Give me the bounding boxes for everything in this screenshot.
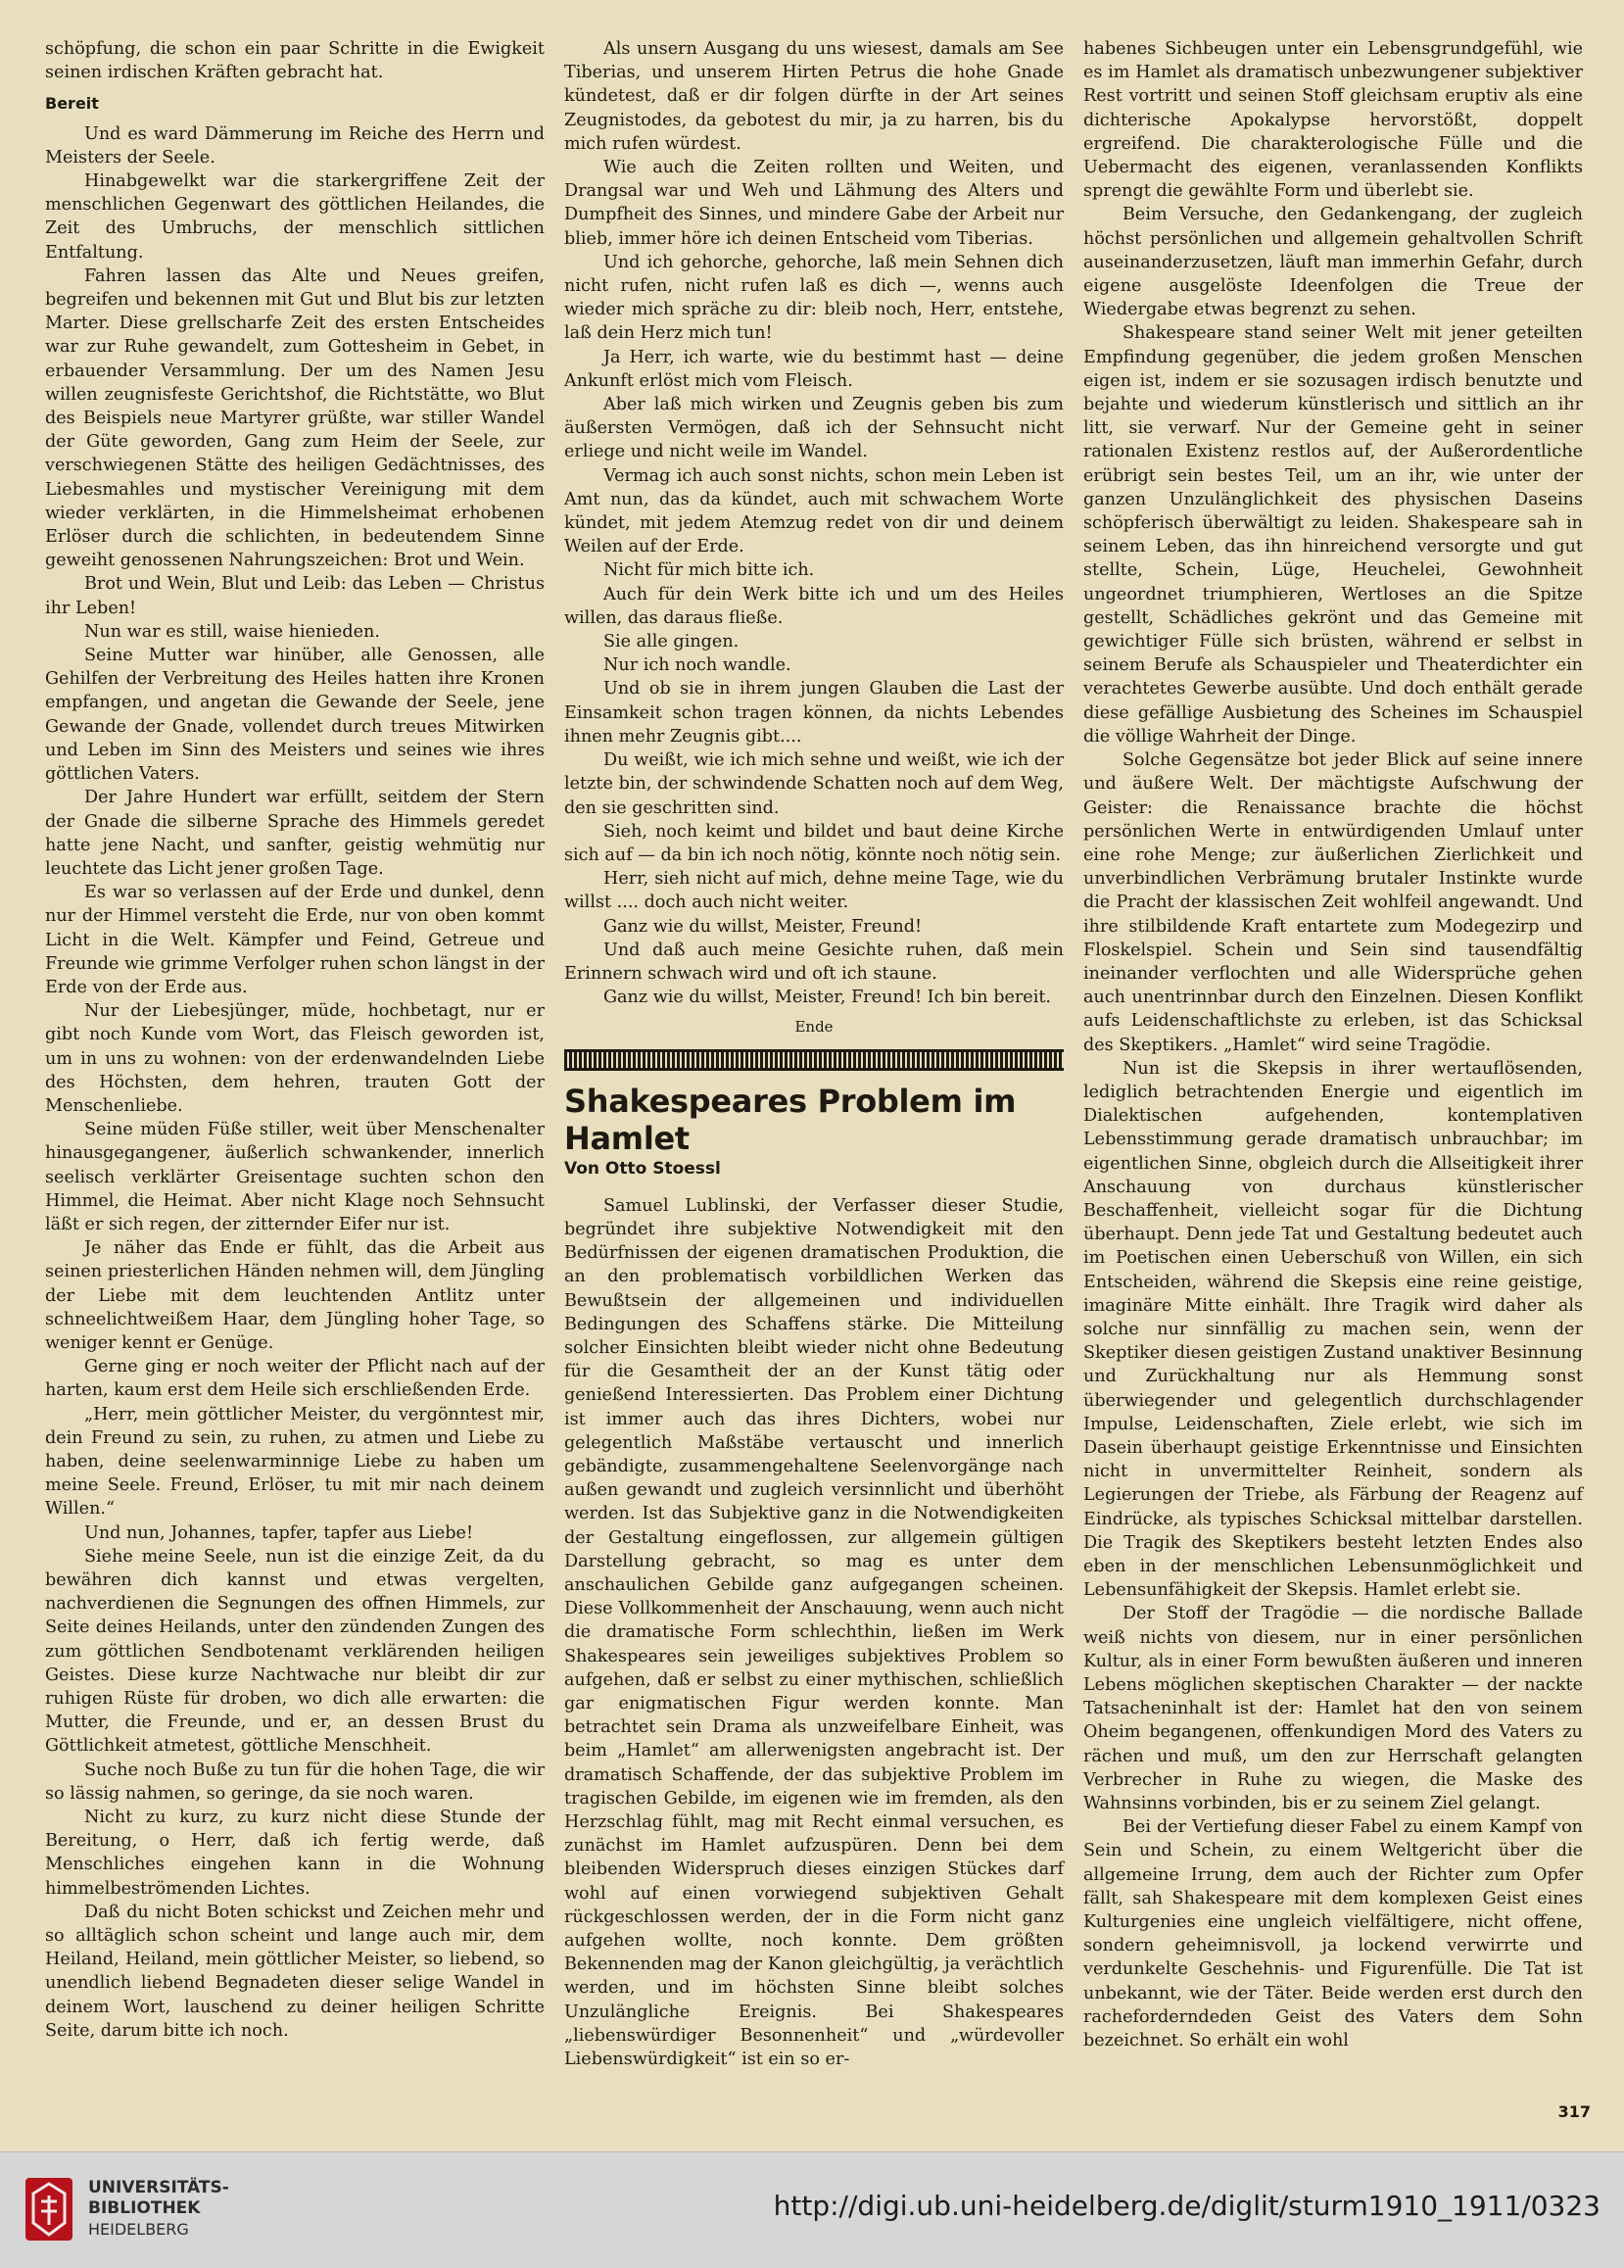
- paragraph: Shakespeare stand seiner Welt mit jener geteilten Empfindung gegenüber, die jedem großen Menschen eigen ist, indem er sie sozusagen irdisch benutzte und bejahte und wiederum künstlerisch und sittlich an ihr litt, sie verwarf. Nur der Gemeine geht in seiner rationalen Existenz restlos auf, der Außerordentliche erübrigt sein bestes Teil, um an ihr, wie unter der ganzen Unzulänglichkeit des physischen Daseins schöpferisch überwältigt zu leiden. Shakespeare sah in seinem Leben, das ihn hinreichend versorgte und gut stellte, Schein, Lüge, Heuchelei, Gewohnheit ungeordnet triumphieren, Wertloses an die Spitze gestellt, Schädliches gekrönt und das Gemeine mit gewichtiger Fülle sich brüsten, während er selbst in seinem Berufe als Schauspieler und Theaterdichter ein verachtetes Gewerbe ausübte. Und doch enthält gerade diese gefällige Ausbietung des Scheines im Schauspiel die völlige Wahrheit der Dinge.: [1083, 323, 1583, 747]
- paragraph: schöpfung, die schon ein paar Schritte in die Ewigkeit seinen irdischen Kräften gebracht hat.: [45, 39, 545, 83]
- page-number: 317: [1557, 2102, 1591, 2121]
- paragraph: Solche Gegensätze bot jeder Blick auf seine innere und äußere Welt. Der mächtigste Aufschwung der Geister: die Renaissance brachte die höchst persönlichen Werte in entwürdigenden Umlauf unter eine rohe Menge; zur äußerlichen Zierlichkeit und unverbindlichen Verbrämung brutaler Instinkte wurde die Pracht der klassischen Zeit wohlfeil angewandt. Und ihre stilbildende Kraft entartete zum Modegezirp und Floskelspiel. Schein und Sein sind tausendfältig ineinander verflochten und alle Widersprüche gehen auch unentrinnbar durch den Einzelnen. Diesen Konflikt aufs Leidenschaftlichste zu erleben, ist das Schicksal des Skeptikers. „Hamlet“ wird seine Tragödie.: [1083, 750, 1583, 1055]
- story-end-marker: Ende: [794, 1018, 834, 1037]
- paragraph: Je näher das Ende er fühlt, das die Arbeit aus seinen priesterlichen Händen nehmen will, dem Jüngling der Liebe mit dem leuchtenden Antlitz unter schneelichtweißem Haar, dem Jüngling hoher Tage, so weniger kennt er Genüge.: [45, 1238, 545, 1353]
- paragraph: Nur der Liebesjünger, müde, hochbetagt, nur er gibt noch Kunde vom Wort, das Fleisch geworden ist, um in uns zu wohnen: von der erdenwandelnden Liebe des Höchsten, dem hehren, trauten Gott der Menschenliebe.: [45, 1001, 545, 1116]
- paragraph: Nicht für mich bitte ich.: [603, 560, 815, 581]
- viewer-footer: [0, 2151, 1624, 2268]
- article-body-start: [564, 1194, 1064, 2072]
- paragraph: Und ich gehorche, gehorche, laß mein Sehnen dich nicht rufen, nicht rufen laß es dich —, wenns auch wieder mich spräche zu dir: bleib noch, Herr, entstehe, laß dein Herz mich tun!: [564, 252, 1064, 344]
- paragraph: Du weißt, wie ich mich sehne und weißt, wie ich der letzte bin, der schwindende Schatten noch auf dem Weg, den sie geschritten sind.: [564, 750, 1064, 818]
- paragraph: Nun war es still, waise hienieden.: [84, 621, 380, 642]
- paragraph: Samuel Lublinski, der Verfasser dieser Studie, begründet ihre subjektive Notwendigkeit mit den Bedürfnissen der eigenen dramatischen Produktion, die an den problematisch vorbildlichen Werken das Bewußtsein der allgemeinen und individuellen Bedingungen des Schaffens stärke. Die Mitteilung solcher Einsichten bleibt wieder nicht ohne Bedeutung für die Gesamtheit der an der Kunst tätig oder genießend Interessierten. Das Problem einer Dichtung ist immer auch das ihres Dichters, wobei nur gelegentlich Maßstäbe vertauscht und innerlich gebändigte, zusammengehaltene Seelenvorgänge nach außen gewandt und zugleich versinnlicht und überhöht werden. Ist das Subjektive ganz in die Notwendigkeiten der Gestaltung eingeflossen, zur allgemein gültigen Darstellung gebracht, so mag es unter dem anschaulichen Gebilde ganz aufgegangen scheinen. Diese Vollkommenheit der Anschauung, wenn auch nicht die dramatische Form schlechthin, ließen im Werk Shakespeares sein jeweiliges subjektives Problem so aufgehen, daß er selbst zu einer mythischen, schließlich gar enigmatischen Figur werden konnte. Man betrachtet sein Drama als unzweifelbare Einheit, was beim „Hamlet“ am allerwenigsten angebracht ist. Der dramatisch Schaffende, der das subjektive Problem im tragischen Gebilde, im eigenen wie im fremden, als den Herzschlag fühlt, mag mit Recht einmal versuchen, es zunächst im Hamlet aufzuspüren. Denn bei dem bleibenden Widerspruch dieses einzigen Stückes darf wohl auf einen vorwiegend subjektiven Gehalt rückgeschlossen werden, der in die Form nicht ganz aufgehen wollte, noch konnte. Dem größten Bekennenden mag der Kanon gleichgültig, ja verächtlich werden, und im höchsten Sinne bleibt solches Unzulängliche Ereignis. Bei Shakespeares „liebenswürdiger Besonnenheit“ und „würdevoller Liebenswürdigkeit“ ist ein so er-: [564, 1195, 1064, 2070]
- article-byline: Von Otto Stoessl: [564, 1158, 721, 1179]
- paragraph: Aber laß mich wirken und Zeugnis geben bis zum äußersten Vermögen, daß ich der Sehnsucht nicht erliege und nicht weile im Wandel.: [564, 395, 1064, 462]
- paragraph: Nicht zu kurz, zu kurz nicht diese Stunde der Bereitung, o Herr, daß ich fertig werde, daß Menschliches eingehen kann in die Wohnung himmelbeströmenden Lichtes.: [45, 1808, 545, 1899]
- paragraph: Brot und Wein, Blut und Leib: das Leben — Christus ihr Leben!: [45, 574, 545, 618]
- paragraph: Als unsern Ausgang du uns wiesest, damals am See Tiberias, und unserem Hirten Petrus die hohe Gnade kündetest, daß er dir folgen dürfte in der Art seines Zeugnistodes, da gebotest du mir, ja zu harren, bis du mich rufen würdest.: [564, 39, 1064, 154]
- paragraph: Daß du nicht Boten schickst und Zeichen mehr und so alltäglich schon scheint und lange auch mir, dem Heiland, Heiland, mein göttlicher Meister, so liebend, so unendlich liebend Begnadeten dieser selige Wandel in deinem Wort, lauschend zu deiner heiligen Schritte Seite, darum bitte ich noch.: [45, 1902, 545, 2041]
- section-heading: Bereit: [45, 94, 99, 114]
- column-right: [1083, 37, 1583, 2052]
- paragraph: Es war so verlassen auf der Erde und dunkel, denn nur der Himmel versteht die Erde, nur von oben kommt Licht in die Welt. Kämpfer und Feind, Getreue und Freunde wie grimme Verfolger ruhen schon längst in der Erde von der Erde aus.: [45, 883, 545, 997]
- paragraph: Sieh, noch keimt und bildet und baut deine Kirche sich auf — da bin ich noch nötig, könnte noch nötig sein.: [564, 821, 1064, 865]
- paragraph: Und daß auch meine Gesichte ruhen, daß mein Erinnern schwach wird und oft ich staune.: [564, 940, 1064, 984]
- paragraph: Wie auch die Zeiten rollten und Weiten, und Drangsal war und Weh und Lähmung des Alters und Dumpfheit des Sinnes, und mindere Gabe der Arbeit nur blieb, immer höre ich deinen Entscheid vom Tiberias.: [564, 158, 1064, 249]
- paragraph: habenes Sichbeugen unter ein Lebensgrundgefühl, wie es im Hamlet als dramatisch unbezwungener subjektiver Rest vortritt und seinen Stoff gleichsam eruptiv als eine dichterische Apokalypse hervorstößt, doppelt ergreifend. Die charakterologische Fülle und die Uebermacht des eigenen, veranlassenden Konflikts sprengt die gewählte Form und überlebt sie.: [1083, 39, 1583, 202]
- paragraph: Sie alle gingen.: [603, 632, 740, 652]
- paragraph: Herr, sieh nicht auf mich, dehne meine Tage, wie du willst .... doch auch nicht weiter.: [564, 869, 1064, 913]
- paragraph: Der Stoff der Tragödie — die nordische Ballade weiß nichts von diesem, nur in einer persönlichen Kultur, als in einer Form bewußten äußeren und inneren Lebens möglichen skeptischen Charakter — der nackte Tatsacheninhalt ist der: Hamlet hat den von seinem Oheim begangenen, offenkundigen Mord des Vaters zu rächen und muß, um den zur Herrschaft gelangten Verbrecher in Ruhe zu wiegen, die Maske des Wahnsinns vorbinden, bis er zu seinem Ziel gelangt.: [1083, 1604, 1583, 1814]
- paragraph: Und nun, Johannes, tapfer, tapfer aus Liebe!: [84, 1522, 474, 1543]
- paragraph: „Herr, mein göttlicher Meister, du vergönntest mir, dein Freund zu sein, zu ruhen, zu atmen und Liebe zu haben, deine seelenwarminnige Liebe zu haben um meine Seele. Freund, Erlöser, tu mit mir nach deinem Willen.“: [45, 1404, 545, 1520]
- paragraph: Nun ist die Skepsis in ihrer wertauflösenden, lediglich betrachtenden Energie und eigentlich im Dialektischen aufgehenden, kontemplativen Lebensstimmung gerade dramatisch unbrauchbar; im eigentlichen Sinne, obgleich durch die Allseitigkeit ihrer Anschauung von durchaus künstlerischer Beschaffenheit, vielleicht sogar für die Dichtung überhaupt. Denn jede Tat und Gestaltung bedeutet auch im Poetischen einen Ueberschuß von Willen, ein sich Entscheiden, während die Skepsis eine reine geistige, imaginäre Mitte einhält. Ihre Tragik wird daher als solche nur sinnfällig zu machen sein, wenn der Skeptiker diesen geistigen Zustand unaktiver Besinnung und Zurückhaltung nur als Hemmung sonst überwiegender und gelegentlich durchschlagender Impulse, Leidenschaften, Ziele erlebt, wie sich im Dasein überhaupt geistige Erkenntnisse und Einsichten nicht in unvermittelter Reinheit, sondern als Legierungen der Triebe, als Färbung der Reagenz auf Eindrücke, als typisches Schicksal mittelbar darstellen. Die Tragik des Skeptikers besteht letzten Endes also eben in der menschlichen Lebensunmöglichkeit und Lebensunfähigkeit der Skepsis. Hamlet erlebt sie.: [1083, 1058, 1583, 1601]
- library-name-line2: BIBLIOTHEK: [88, 2198, 201, 2218]
- paragraph: Auch für dein Werk bitte ich und um des Heiles willen, das daraus fließe.: [564, 584, 1064, 628]
- library-name-line1: UNIVERSITÄTS-: [88, 2178, 229, 2197]
- story-bereit-continuation: [564, 37, 1064, 1009]
- paragraph: Fahren lassen das Alte und Neues greifen, begreifen und bekennen mit Gut und Blut bis zur letzten Marter. Diese grellscharfe Zeit des ersten Entscheides war zur Ruhe gewandelt, zum Gottesheim in Gebet, in erbauender Versammlung. Der um des Namen Jesu willen zeugnisfeste Gerichtshof, die Richtstätte, wo Blut des Beispiels neue Martyrer grüßte, war stiller Wandel der Güte geworden, Gang zum Heim der Seele, zur verschwiegenen Stätte des heiligen Gedächtnisses, des Liebesmahles und mystischer Vereinigung mit dem wieder verklärten, in die Himmelsheimat erhobenen Erlöser durch die schlichten, in bedeutendem Sinne geweiht genossenen Nahrungszeichen: Brot und Wein.: [45, 265, 545, 571]
- paragraph: Ganz wie du willst, Meister, Freund! Ich bin bereit.: [603, 988, 1052, 1008]
- paragraph: Suche noch Buße zu tun für die hohen Tage, die wir so lässig nahmen, so geringe, da sie noch waren.: [45, 1760, 545, 1804]
- paragraph: Hinabgewelkt war die starkergriffene Zeit der menschlichen Gegenwart des göttlichen Heilandes, die Zeit des Umbruchs, der menschlich sittlichen Entfaltung.: [45, 171, 545, 263]
- paragraph: Gerne ging er noch weiter der Pflicht nach auf der harten, kaum erst dem Heile sich erschließenden Erde.: [45, 1357, 545, 1401]
- column-middle: [564, 37, 1064, 2071]
- paragraph: Seine Mutter war hinüber, alle Genossen, alle Gehilfen der Verbreitung des Heiles hatten ihre Kronen empfangen, und angetan die Gewande der Seele, jene Gewande der Gnade, vollendet durch treues Mitwirken und Leben im Sinn des Meisters und seines wie ihres göttlichen Vaters.: [45, 646, 545, 785]
- article-headline: Shakespeares Problem im Hamlet: [564, 1082, 1017, 1157]
- permalink-url[interactable]: http://digi.ub.uni-heidelberg.de/diglit/sturm1910_1911/0323: [773, 2190, 1600, 2222]
- paragraph: Bei der Vertiefung dieser Fabel zu einem Kampf von Sein und Schein, zu einem Weltgericht über die allgemeine Irrung, dem auch der Richter zum Opfer fällt, sah Shakespeare mit dem komplexen Geist eines Kulturgenies eine ungleich vielfältigere, nicht offene, sondern geheimnisvoll, ja lockend verwirrte und verdunkelte Geschehnis- und Figurenfülle. Die Tat ist unbekannt, wie der Täter. Beide werden erst durch den racheforderndeden Geist des Vaters dem Sohn bezeichnet. So erhält ein wohl: [1083, 1817, 1583, 2051]
- paragraph: Ganz wie du willst, Meister, Freund!: [603, 916, 923, 937]
- paragraph: Und es ward Dämmerung im Reiche des Herrn und Meisters der Seele.: [45, 123, 545, 168]
- library-name-line3: HEIDELBERG: [88, 2220, 189, 2239]
- paragraph: Siehe meine Seele, nun ist die einzige Zeit, da du bewähren dich kannst und etwas vergelten, nachverdienen die Segnungen des offnen Himmels, zur Seite deines Heilands, unter den zündenden Zungen des zum göttlichen Sendbotenamt verklärenden heiligen Geistes. Diese kurze Nachtwache nur bleibt dir zur ruhigen Rüste für droben, wo dich alle erwarten: die Mutter, die Freunde, und er, an dessen Brust du Göttlichkeit atmetest, göttliche Menschheit.: [45, 1546, 545, 1757]
- paragraph: Seine müden Füße stiller, weit über Menschenalter hinausgegangener, äußerlich schwankender, innerlich seelisch verklärter Greisentage suchten schon den Himmel, die Heimat. Aber nicht Klage noch Sehnsucht läßt er sich regen, der zitternder Eifer nur ist.: [45, 1120, 545, 1234]
- university-seal-icon: [22, 2174, 76, 2244]
- paragraph: Und ob sie in ihrem jungen Glauben die Last der Einsamkeit schon tragen können, da nichts Lebendes ihnen mehr Zeugnis gibt....: [564, 679, 1064, 747]
- library-name[interactable]: [88, 2178, 229, 2240]
- paragraph: Beim Versuche, den Gedankengang, der zugleich höchst persönlichen und allgemein gehaltvollen Schrift auseinanderzusetzen, läuft man immerhin Gefahr, durch eigene ausgelöste Ideenfolgen die Treue der Wiedergabe etwas begrenzt zu sehen.: [1083, 205, 1583, 320]
- paragraph: Vermag ich auch sonst nichts, schon mein Leben ist Amt nun, das da kündet, auch mit schwachem Worte kündet, mit jedem Atemzug redet von dir und deinem Weilen auf der Erde.: [564, 465, 1064, 557]
- column-left: [45, 37, 545, 2043]
- paragraph: Nur ich noch wandle.: [603, 655, 791, 676]
- paragraph: Der Jahre Hundert war erfüllt, seitdem der Stern der Gnade die silberne Sprache des Himmels geredet hatte jene Nacht, und sanfter, geistig wehmütig nur leuchtete das Licht jener großen Tage.: [45, 788, 545, 879]
- section-divider: [564, 1049, 1064, 1071]
- paragraph: Ja Herr, ich warte, wie du bestimmt hast — deine Ankunft erlöst mich vom Fleisch.: [564, 347, 1064, 391]
